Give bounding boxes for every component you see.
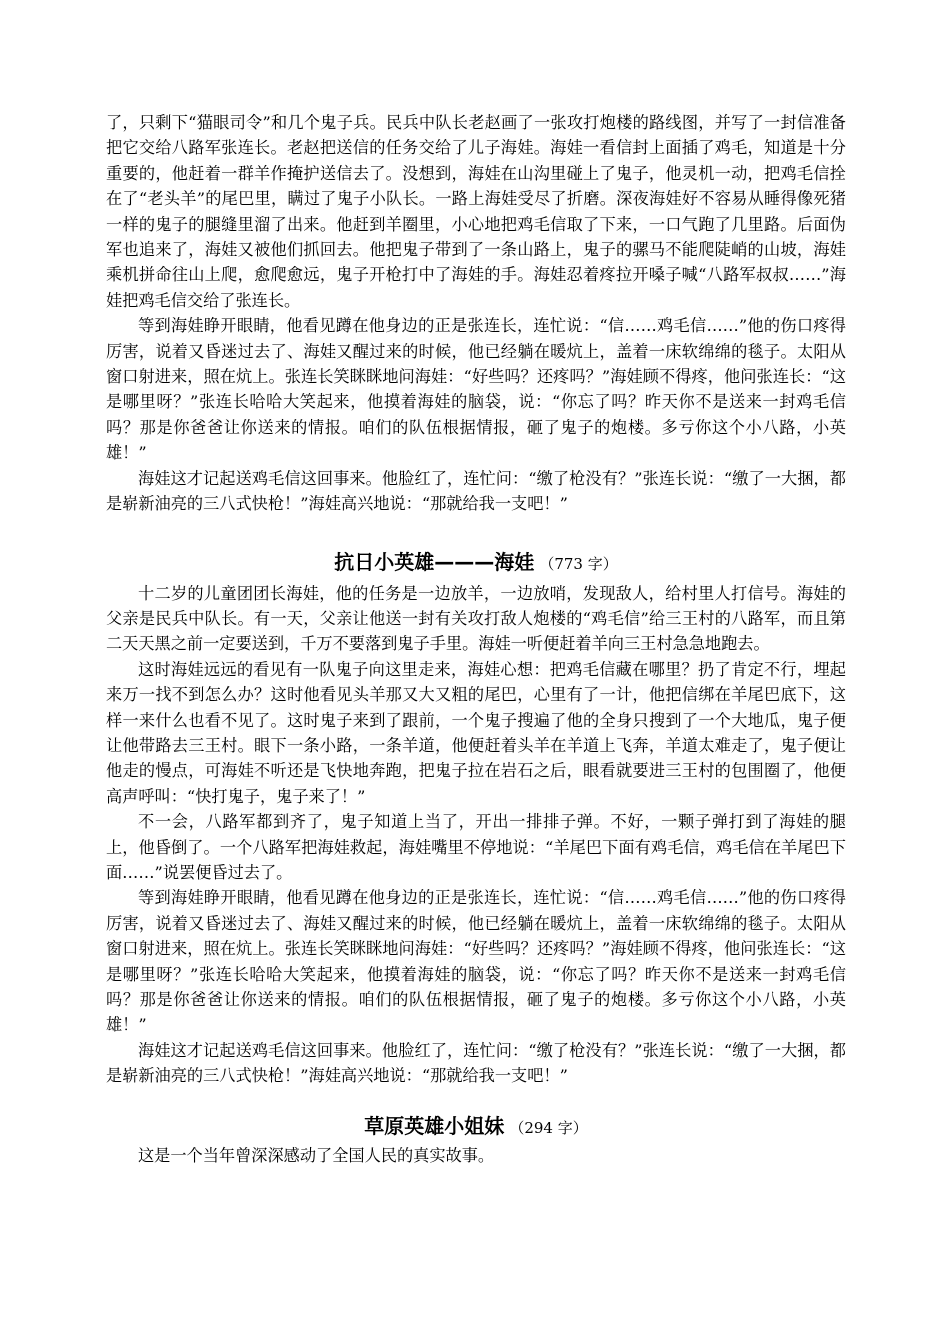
document-page [106,110,846,1168]
section-two-body [106,1143,846,1168]
section-heading [106,1111,846,1143]
story-paragraph: 这时海娃远远的看见有一队鬼子向这里走来，海娃心想：把鸡毛信藏在哪里？扔了肯定不行，埋起来万一找不到怎么办？这时他看见头羊那又大又粗的尾巴，心里有了一计，他把信绑在羊尾巴底下，这样一来什么也看不见了。这时鬼子来到了跟前，一个鬼子搜遍了他的全身只搜到了一个大地瓜，鬼子便让他带路去三王村。眼下一条小路，一条羊道，他便赶着头羊在羊道上飞奔，羊道太难走了，鬼子便让他走的慢点，可海娃不听还是飞快地奔跑，把鬼子拉在岩石之后，眼看就要进三王村的包围圈了，他便高声呼叫：“快打鬼子，鬼子来了！” [106,659,846,806]
story-paragraph: 这是一个当年曾深深感动了全国人民的真实故事。 [138,1145,495,1165]
intro-paragraph: 海娃这才记起送鸡毛信这回事来。他脸红了，连忙问：“缴了枪没有？”张连长说：“缴了一大捆，都是崭新油亮的三八式快枪！”海娃高兴地说：“那就给我一支吧！” [106,468,846,514]
word-count: （294 字） [509,1118,588,1137]
story-paragraph: 等到海娃睁开眼睛，他看见蹲在他身边的正是张连长，连忙说：“信……鸡毛信……”他的伤口疼得厉害，说着又昏迷过去了、海娃又醒过来的时候，他已经躺在暖炕上，盖着一床软绵绵的毯子。太阳从窗口射进来，照在炕上。张连长笑眯眯地问海娃：“好些吗？还疼吗？”海娃顾不得疼，他问张连长：“这是哪里呀？”张连长哈哈大笑起来，他摸着海娃的脑袋，说：“你忘了吗？昨天你不是送来一封鸡毛信吗？那是你爸爸让你送来的情报。咱们的队伍根据情报，砸了鬼子的炮楼。多亏你这个小八路，小英雄！” [106,888,846,1035]
story-paragraph: 海娃这才记起送鸡毛信这回事来。他脸红了，连忙问：“缴了枪没有？”张连长说：“缴了一大捆，都是崭新油亮的三八式快枪！”海娃高兴地说：“那就给我一支吧！” [106,1040,846,1086]
story-paragraph: 十二岁的儿童团团长海娃，他的任务是一边放羊，一边放哨，发现敌人，给村里人打信号。海娃的父亲是民兵中队长。有一天，父亲让他送一封有关攻打敌人炮楼的“鸡毛信”给三王村的八路军，而且第二天天黑之前一定要送到，千万不要落到鬼子手里。海娃一听便赶着羊向三王村急急地跑去。 [106,583,846,654]
section-heading [106,547,846,579]
intro-section [106,110,846,517]
intro-paragraph: 了，只剩下“猫眼司令”和几个鬼子兵。民兵中队长老赵画了一张攻打炮楼的路线图，并写了一封信准备把它交给八路军张连长。老赵把送信的任务交给了儿子海娃。海娃一看信封上面插了鸡毛，知道是十分重要的，他赶着一群羊作掩护送信去了。没想到，海娃在山沟里碰上了鬼子，他灵机一动，把鸡毛信拴在了“老头羊”的尾巴里，瞒过了鬼子小队长。一路上海娃受尽了折磨。深夜海娃好不容易从睡得像死猪一样的鬼子的腿缝里溜了出来。他赶到羊圈里，小心地把鸡毛信取了下来，一口气跑了几里路。后面伪军也追来了，海娃又被他们抓回去。他把鬼子带到了一条山路上，鬼子的骡马不能爬陡峭的山坡，海娃乘机拼命往山上爬，愈爬愈远，鬼子开枪打中了海娃的手。海娃忍着疼拉开嗓子喊“八路军叔叔……”海娃把鸡毛信交给了张连长。 [106,113,846,310]
story-paragraph: 不一会，八路军都到齐了，鬼子知道上当了，开出一排排子弹。不好，一颗子弹打到了海娃的腿上，他昏倒了。一个八路军把海娃救起，海娃嘴里不停地说：“羊尾巴下面有鸡毛信，鸡毛信在羊尾巴下面……”说罢便昏过去了。 [106,812,846,882]
section-title: 草原英雄小姐妹 [364,1113,505,1138]
section-title: 抗日小英雄———海娃 [334,549,535,574]
intro-paragraph: 等到海娃睁开眼睛，他看见蹲在他身边的正是张连长，连忙说：“信……鸡毛信……”他的伤口疼得厉害，说着又昏迷过去了、海娃又醒过来的时候，他已经躺在暖炕上，盖着一床软绵绵的毯子。太阳从窗口射进来，照在炕上。张连长笑眯眯地问海娃：“好些吗？还疼吗？”海娃顾不得疼，他问张连长：“这是哪里呀？”张连长哈哈大笑起来，他摸着海娃的脑袋，说：“你忘了吗？昨天你不是送来一封鸡毛信吗？那是你爸爸让你送来的情报。咱们的队伍根据情报，砸了鬼子的炮楼。多亏你这个小八路，小英雄！” [106,316,846,463]
section-one-body [106,581,846,1089]
word-count: （773 字） [539,554,618,573]
